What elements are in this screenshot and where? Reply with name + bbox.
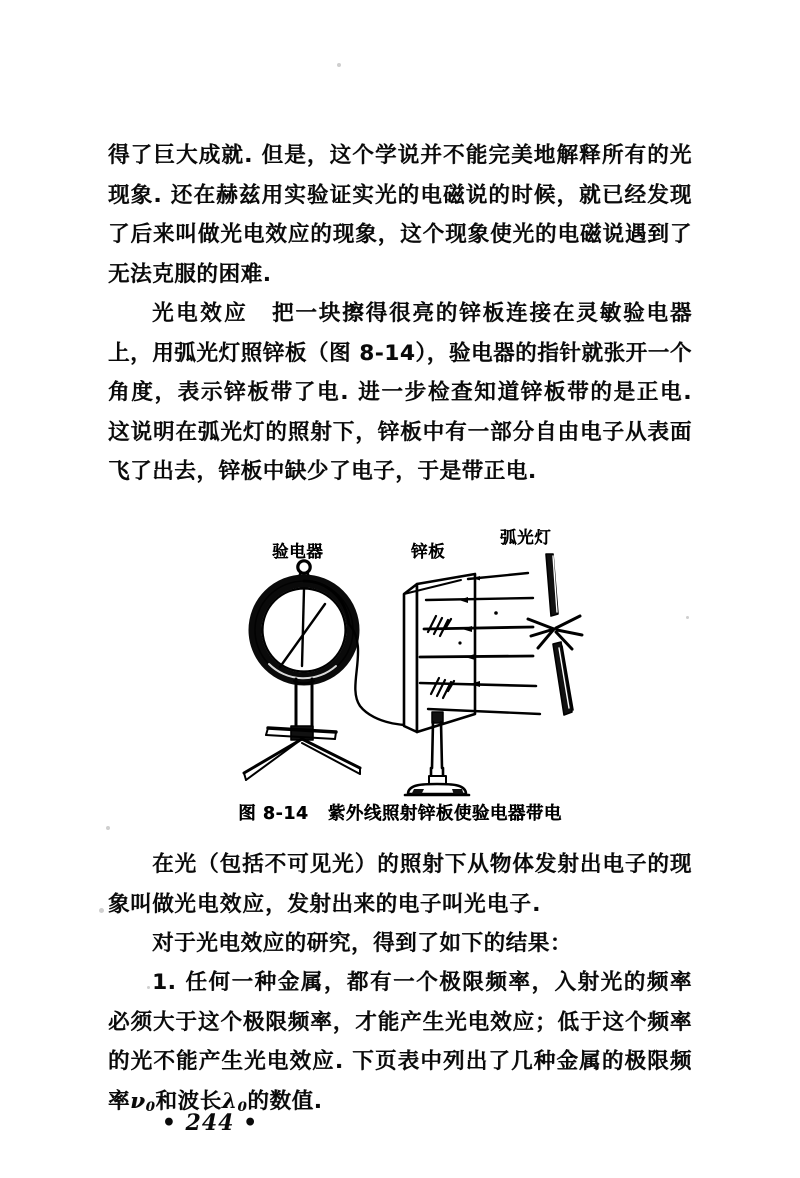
- figure-caption-number: 图 8-14: [238, 804, 309, 824]
- paragraph-4-text: 对于光电效应的研究，得到了如下的结果：: [152, 931, 572, 956]
- symbol-nu: ν: [130, 1088, 146, 1114]
- symbol-lambda: λ: [221, 1088, 238, 1114]
- figure-label-zinc-plate: 锌板: [411, 542, 446, 561]
- figure-8-14: [228, 528, 588, 798]
- paragraph-3: [108, 845, 692, 924]
- paragraph-2: [108, 294, 692, 492]
- scan-speck: [686, 616, 689, 619]
- paragraph-3-mid: ，发射出来的电子叫: [265, 891, 465, 917]
- paragraph-2-body: 把一块擦得很亮的锌板连接在灵敏验电器上，用弧光灯照锌板（图 8-14），验电器的指针就张开一个角度，表示锌板带了电. 进一步检查知道锌板带的是正电. 这说明在弧光灯的照射下，锌板中有一部分自由电子从表面飞了出去，锌板中缺少了电子，于是带正电.: [108, 301, 692, 484]
- symbol-lambda-subscript: 0: [237, 1098, 248, 1115]
- symbol-nu-subscript: 0: [145, 1098, 156, 1115]
- figure-caption-text: 紫外线照射锌板使验电器带电: [327, 804, 562, 824]
- figure-label-electroscope: 验电器: [272, 542, 324, 561]
- paragraph-1-text: 得了巨大成就. 但是，这个学说并不能完美地解释所有的光现象. 还在赫兹用实验证实光的电磁说的时候，就已经发现了后来叫做光电效应的现象，这个现象使光的电磁说遇到了无法克服的困难.: [108, 143, 692, 287]
- paragraph-2-text: [108, 294, 692, 492]
- scan-speck: [99, 908, 104, 913]
- paragraph-5-text: [108, 963, 692, 1127]
- term-photoelectron: 光电子: [464, 891, 533, 917]
- paragraph-3-text: [108, 845, 692, 924]
- term-photoelectric-effect-heading: 光电效应: [152, 301, 249, 326]
- figure-label-arc-lamp: 弧光灯: [500, 528, 552, 547]
- page-number: • 244 •: [161, 1110, 259, 1136]
- term-photoelectric-effect: 光电效应: [174, 891, 266, 917]
- paragraph-5-tail: 的数值.: [247, 1088, 323, 1114]
- paragraph-1: [108, 136, 692, 294]
- paragraph-4: [108, 924, 692, 964]
- paragraph-3-lead: 在光（包括不可见光）的照射下从物体发射出电子的现象叫做: [108, 852, 692, 917]
- figure-caption: [0, 800, 800, 825]
- paragraph-5-mid: 和波长: [155, 1088, 222, 1114]
- figure-illustration: [228, 536, 588, 798]
- scan-speck: [106, 826, 110, 830]
- scan-speck: [337, 63, 341, 67]
- paragraph-5: [108, 963, 692, 1127]
- paragraph-5-body: 1. 任何一种金属，都有一个极限频率，入射光的频率必须大于这个极限频率，才能产生光电效应；低于这个频率的光不能产生光电效应. 下页表中列出了几种金属的极限频率: [108, 970, 692, 1114]
- paragraph-3-tail: .: [532, 891, 541, 917]
